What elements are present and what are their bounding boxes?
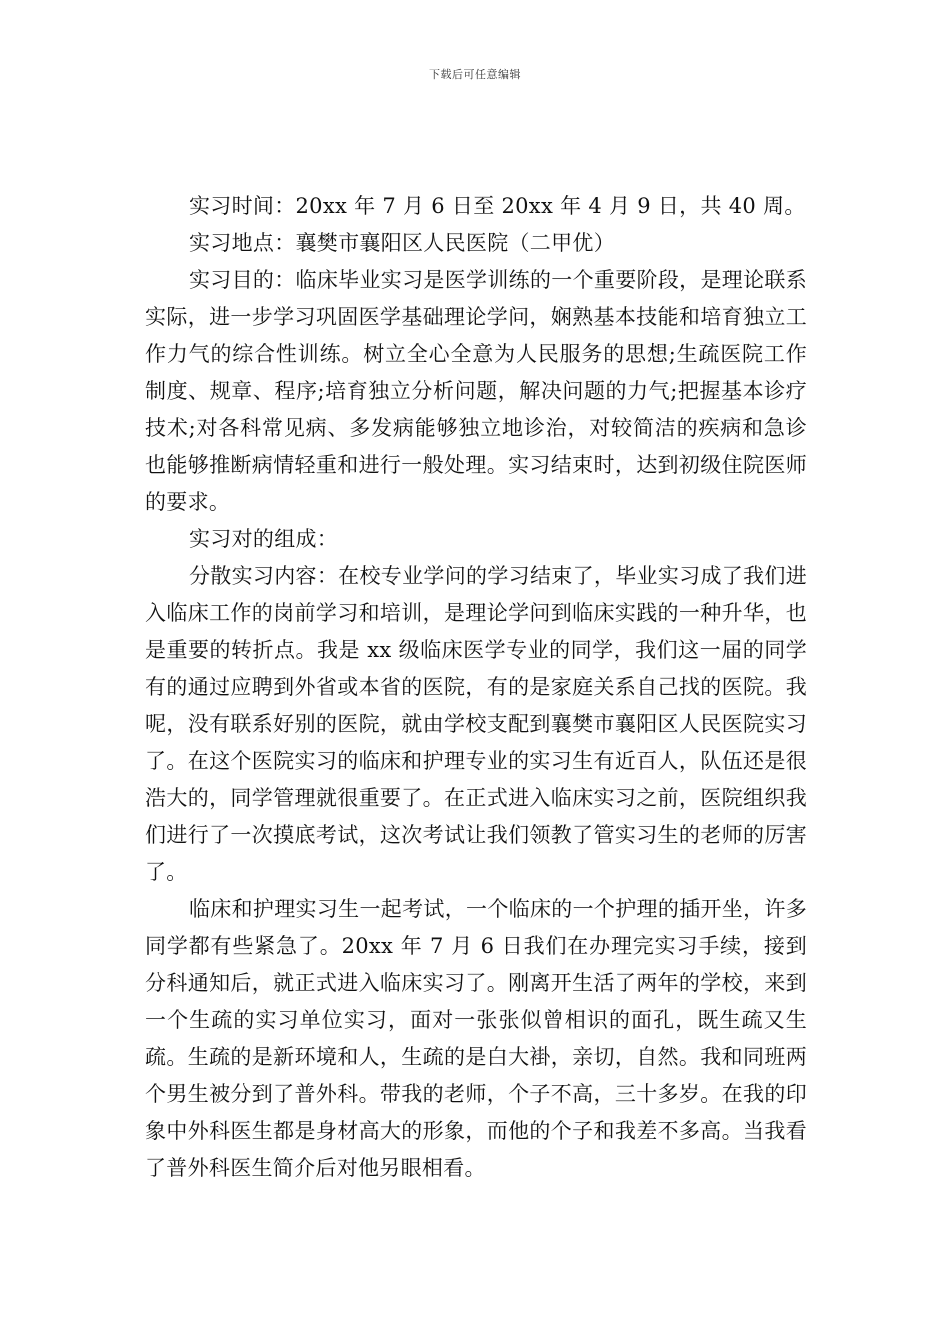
header-note: 下载后可任意编辑 [429,68,521,81]
document-body [145,188,807,1187]
paragraph-internship-composition: 实习对的组成： [189,527,339,551]
paragraph-internship-location: 实习地点：襄樊市襄阳区人民医院（二甲优） [189,231,615,255]
paragraph-internship-time: 实习时间：20xx 年 7 月 6 日至 20xx 年 4 月 9 日，共 40 周。 [189,194,806,218]
paragraph-internship-content: 分散实习内容：在校专业学问的学习结束了，毕业实习成了我们进入临床工作的岗前学习和培训，是理论学问到临床实践的一种升华，也是重要的转折点。我是 xx 级临床医学专业的同学，我们这一届的同学有的通过应聘到外省或本省的医院，有的是家庭关系自己找的医院。我呢，没有联系好别的医院，就由学校支配到襄樊市襄阳区人民医院实习了。在这个医院实习的临床和护理专业的实习生有近百人，队伍还是很浩大的，同学管理就很重要了。在正式进入临床实习之前，医院组织我们进行了一次摸底考试，这次考试让我们领教了管实习生的老师的厉害了。 [145,564,807,884]
paragraph-clinical-exam: 临床和护理实习生一起考试，一个临床的一个护理的插开坐，许多同学都有些紧急了。20xx 年 7 月 6 日我们在办理完实习手续，接到分科通知后，就正式进入临床实习了。刚离开生活了两年的学校，来到一个生疏的实习单位实习，面对一张张似曾相识的面孔，既生疏又生疏。生疏的是新环境和人，生疏的是白大褂，亲切，自然。我和同班两个男生被分到了普外科。带我的老师，个子不高，三十多岁。在我的印象中外科医生都是身材高大的形象，而他的个子和我差不多高。当我看了普外科医生简介后对他另眼相看。 [145,897,807,1180]
paragraph-internship-purpose: 实习目的：临床毕业实习是医学训练的一个重要阶段，是理论联系实际，进一步学习巩固医学基础理论学问，娴熟基本技能和培育独立工作力气的综合性训练。树立全心全意为人民服务的思想;生疏医院工作制度、规章、程序;培育独立分析问题，解决问题的力气;把握基本诊疗技术;对各科常见病、多发病能够独立地诊治，对较简洁的疾病和急诊也能够推断病情轻重和进行一般处理。实习结束时，达到初级住院医师的要求。 [145,268,807,514]
